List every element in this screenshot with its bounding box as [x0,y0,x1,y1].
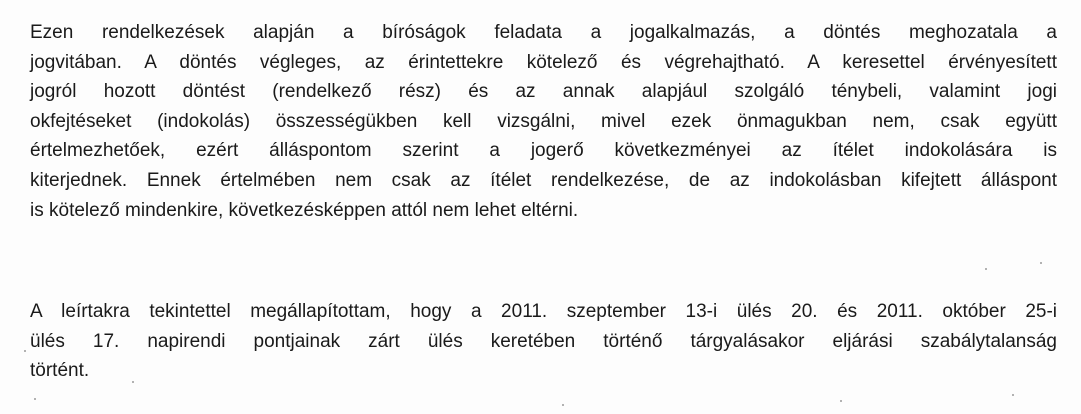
text-line: jogvitában. A döntés végleges, az érintettekre kötelező és végrehajtható. A keresettel érvényesített [30,51,1057,73]
text-line: Ezen rendelkezések alapján a bíróságok feladata a jogalkalmazás, a döntés meghozatala a [30,22,1057,43]
text-line: okfejtéseket (indokolás) összességükben kell vizsgálni, mivel ezek önmagukban nem, csak együtt [30,110,1057,132]
scan-speck [34,398,36,400]
text-line: értelmezhetőek, ezért álláspontom szerint a jogerő következményei az ítélet indokolására is [30,140,1057,162]
scan-speck [985,268,987,270]
scan-speck [562,404,564,406]
scan-speck [24,350,26,352]
paragraph-court-rulings [30,18,1057,225]
text-line: ülés 17. napirendi pontjainak zárt ülés keretében történő tárgyalásakor eljárási szabálytalanság [30,330,1057,352]
text-line: A leírtakra tekintettel megállapítottam, hogy a 2011. szeptember 13-i ülés 20. és 2011. október 25-i [30,301,1057,322]
scan-speck [840,400,842,402]
text-line: történt. [30,360,90,382]
scan-speck [1012,394,1014,396]
scan-speck [132,381,134,383]
text-line: jogról hozott döntést (rendelkező rész) és az annak alapjául szolgáló ténybeli, valamint jogi [30,81,1057,103]
text-line: is kötelező mindenkire, következésképpen attól nem lehet eltérni. [30,199,579,221]
scan-speck [1040,262,1042,264]
paragraph-conclusion [30,297,1057,386]
text-line: kiterjednek. Ennek értelmében nem csak az ítélet rendelkezése, de az indokolásban kifejtett álláspont [30,169,1057,191]
